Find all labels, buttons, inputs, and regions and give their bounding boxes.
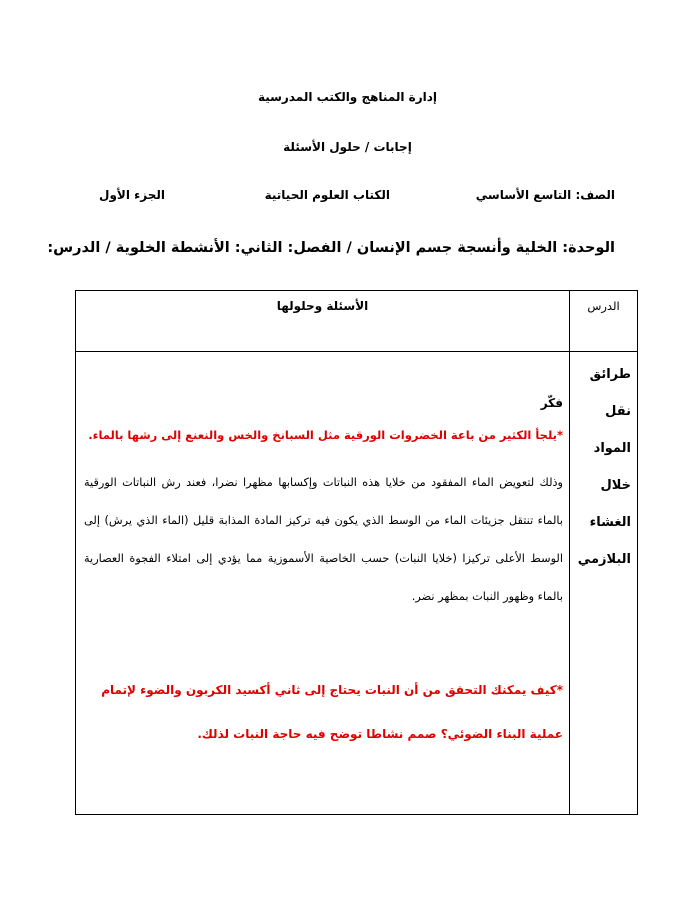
table-header-row xyxy=(76,291,638,352)
header-cell-lesson xyxy=(570,291,638,352)
table-row xyxy=(76,352,638,815)
department-title: إدارة المناهج والكتب المدرسية xyxy=(257,90,438,104)
lesson-name-cell xyxy=(570,352,638,815)
lesson-table xyxy=(75,290,638,815)
question-2: *كيف يمكنك التحقق من أن النبات يحتاج إلى ثاني أكسيد الكربون والضوء لإتمام عملية البناء الضوئي؟ صمم نشاطا توضح فيه حاجة النبات لذلك. xyxy=(101,683,563,741)
content-cell xyxy=(76,352,570,815)
header-lesson-label: الدرس xyxy=(587,299,620,313)
header-qa-label: الأسئلة وحلولها xyxy=(276,299,369,313)
answer-1: وذلك لتعويض الماء المفقود من خلايا هذه النباتات وإكسابها مظهرا نضرا، فعند رش النباتات الورقية بالماء تنتقل جزيئات الماء من الوسط الذي يكون فيه تركيز المادة المذابة قليل (الماء الذي يرش) إلى الوسط الأعلى تركيزا (خلايا النبات) حسب الخاصية الأسموزية مما يؤدي إلى امتلاء الفجوة العصارية بالماء وظهور النبات بمظهر نضر. xyxy=(84,476,563,603)
book-label: الكتاب العلوم الحياتية xyxy=(264,188,390,202)
document-subtitle: إجابات / حلول الأسئلة xyxy=(283,140,412,154)
part-label: الجزء الأول xyxy=(99,188,165,202)
lesson-name: طرائق نقل المواد خلال الغشاء البلازمي xyxy=(577,367,631,567)
header-cell-qa xyxy=(76,291,570,352)
unit-heading: الوحدة: الخلية وأنسجة جسم الإنسان / الفصل: الثاني: الأنشطة الخلوية / الدرس: xyxy=(47,240,615,256)
question-1: *يلجأ الكثير من باعة الخضروات الورقية مثل السبانخ والخس والنعنع إلى رشها بالماء. xyxy=(88,428,563,442)
grade-label: الصف: التاسع الأساسي xyxy=(475,188,615,202)
meta-row xyxy=(0,188,695,208)
think-label: فكّر xyxy=(540,396,563,410)
